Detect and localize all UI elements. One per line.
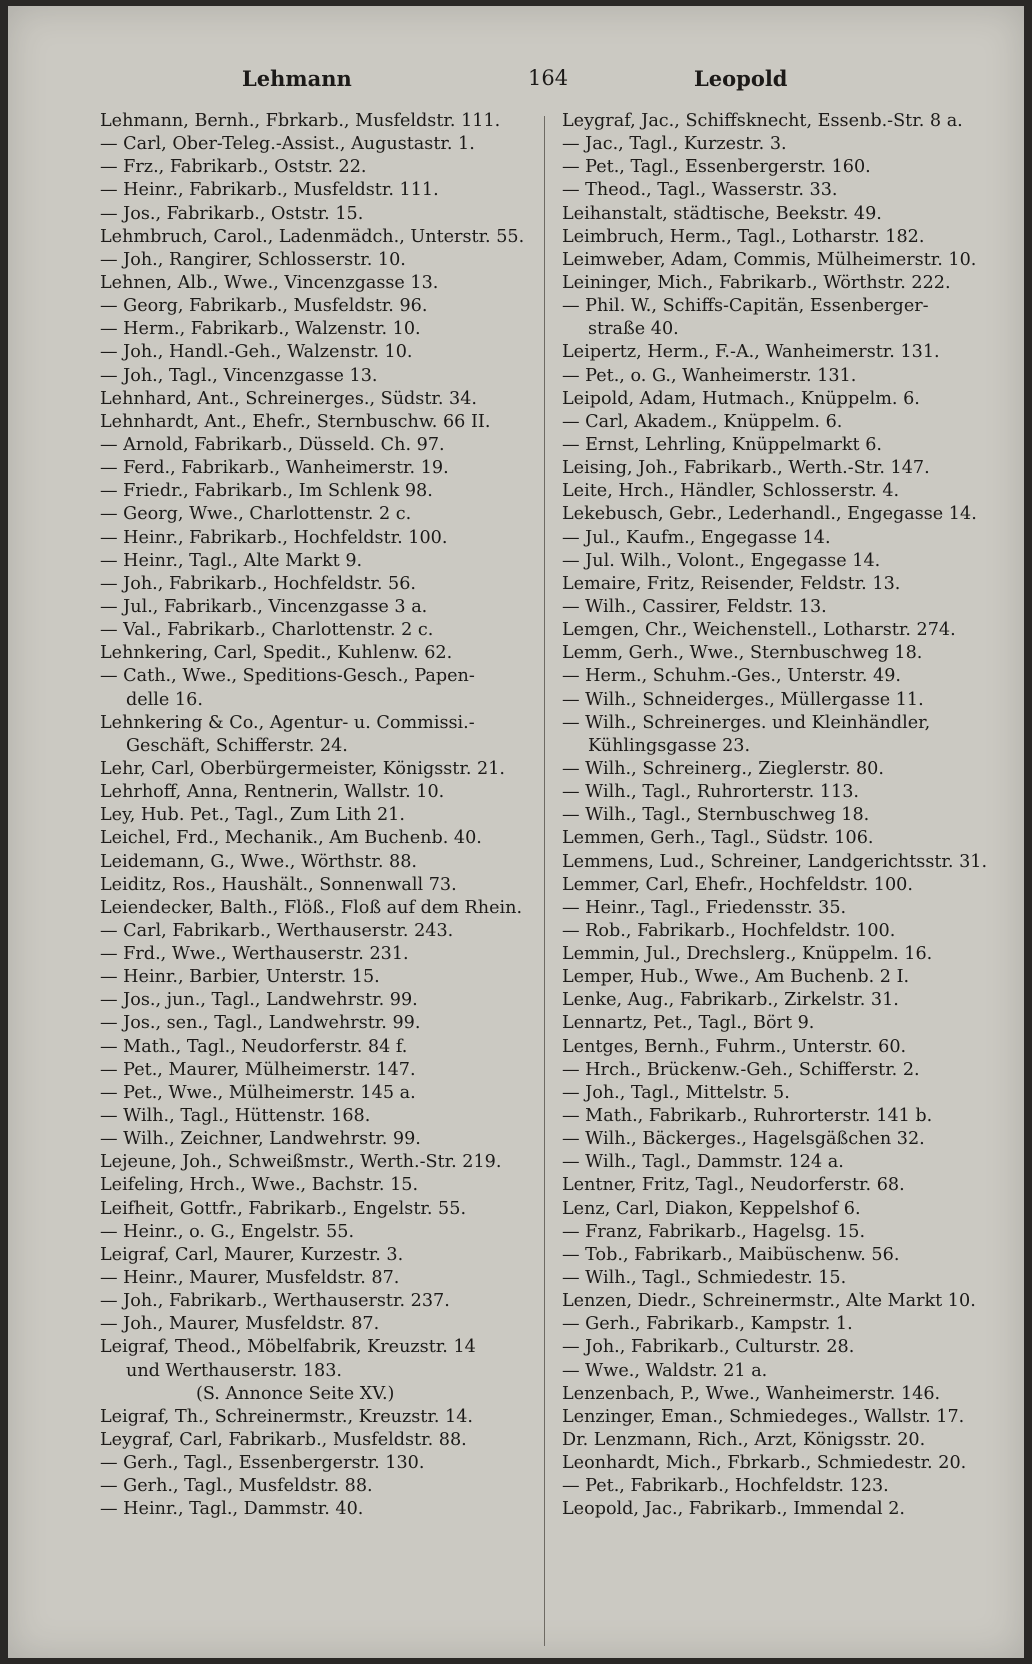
directory-entry-line: — Wilh., Tagl., Dammstr. 124 a. <box>562 1152 844 1173</box>
directory-entry-line: — Wilh., Zeichner, Landwehrstr. 99. <box>100 1129 421 1150</box>
directory-entry-line: — Carl, Akadem., Knüppelm. 6. <box>562 411 843 432</box>
directory-entry-line: Lemmin, Jul., Drechslerg., Knüppelm. 16. <box>562 944 933 965</box>
directory-entry-line: — Gerh., Tagl., Essenbergerstr. 130. <box>100 1453 425 1474</box>
directory-entry-line: — Jos., jun., Tagl., Landwehrstr. 99. <box>100 990 418 1011</box>
directory-entry-line: Leygraf, Carl, Fabrikarb., Musfeldstr. 88. <box>100 1430 467 1451</box>
directory-entry-line: Leiendecker, Balth., Flöß., Floß auf dem Rhein. <box>100 897 523 918</box>
directory-entry-line: Leininger, Mich., Fabrikarb., Wörthstr. 222. <box>562 272 951 293</box>
directory-entry-line: Lemmens, Lud., Schreiner, Landgerichtsstr. 31. <box>562 851 988 872</box>
directory-entry-line: — Pet., o. G., Wanheimerstr. 131. <box>562 365 857 386</box>
directory-entry-line: Leimbruch, Herm., Tagl., Lotharstr. 182. <box>562 226 925 247</box>
directory-entry-line: — Rob., Fabrikarb., Hochfeldstr. 100. <box>562 920 896 941</box>
directory-entry-line: — Pet., Fabrikarb., Hochfeldstr. 123. <box>562 1476 889 1497</box>
directory-entry-line: — Joh., Fabrikarb., Culturstr. 28. <box>562 1337 855 1358</box>
directory-entry-line: Leifeling, Hrch., Wwe., Bachstr. 15. <box>100 1175 419 1196</box>
directory-entry-line: Leichel, Frd., Mechanik., Am Buchenb. 40. <box>100 828 482 849</box>
directory-entry-line: — Heinr., Maurer, Musfeldstr. 87. <box>100 1268 400 1289</box>
directory-entry-line: — Wwe., Waldstr. 21 a. <box>562 1360 768 1381</box>
left-column <box>100 110 530 1650</box>
directory-entry-line: Lekebusch, Gebr., Lederhandl., Engegasse 14. <box>562 504 977 525</box>
directory-entry-line: Lenzen, Diedr., Schreinermstr., Alte Markt 10. <box>562 1291 976 1312</box>
directory-entry-line: — Jac., Tagl., Kurzestr. 3. <box>562 134 787 155</box>
directory-entry-line: Lehnen, Alb., Wwe., Vincenzgasse 13. <box>100 272 439 293</box>
header-right-word: Leopold <box>694 66 788 91</box>
directory-page <box>8 6 1024 1658</box>
directory-entry-line: Lennartz, Pet., Tagl., Bört 9. <box>562 1013 815 1034</box>
directory-entry-line: — Hrch., Brückenw.-Geh., Schifferstr. 2. <box>562 1059 920 1080</box>
directory-entry-line: Lentner, Fritz, Tagl., Neudorferstr. 68. <box>562 1175 905 1196</box>
directory-entry-line: Lenzinger, Eman., Schmiedeges., Wallstr. 17. <box>562 1406 965 1427</box>
directory-entry-line: Lehnkering & Co., Agentur- u. Commissi.- <box>100 712 475 733</box>
directory-entry-line: Lehnkering, Carl, Spedit., Kuhlenw. 62. <box>100 643 453 664</box>
directory-entry-line: Lemgen, Chr., Weichenstell., Lotharstr. 274. <box>562 620 956 641</box>
directory-entry-line: Lenke, Aug., Fabrikarb., Zirkelstr. 31. <box>562 990 899 1011</box>
directory-entry-line: — Jul., Fabrikarb., Vincenzgasse 3 a. <box>100 596 428 617</box>
directory-entry-line: Dr. Lenzmann, Rich., Arzt, Königsstr. 20. <box>562 1430 926 1451</box>
directory-entry-line: Lehr, Carl, Oberbürgermeister, Königsstr. 21. <box>100 758 506 779</box>
directory-entry-line: — Joh., Fabrikarb., Hochfeldstr. 56. <box>100 573 417 594</box>
directory-entry-line: — Joh., Tagl., Mittelstr. 5. <box>562 1082 790 1103</box>
directory-entry-line: — Gerh., Fabrikarb., Kampstr. 1. <box>562 1314 853 1335</box>
directory-entry-line: — Heinr., Tagl., Alte Markt 9. <box>100 550 363 571</box>
directory-entry-line: Kühlingsgasse 23. <box>588 735 751 756</box>
directory-entry-line: — Wilh., Tagl., Schmiedestr. 15. <box>562 1268 847 1289</box>
directory-entry-line: — Wilh., Schreinerges. und Kleinhändler, <box>562 712 931 733</box>
directory-entry-line: Leite, Hrch., Händler, Schlosserstr. 4. <box>562 481 900 502</box>
directory-entry-line: — Heinr., Barbier, Unterstr. 15. <box>100 967 380 988</box>
directory-entry-line: — Wilh., Cassirer, Feldstr. 13. <box>562 596 827 617</box>
directory-entry-line: — Georg, Wwe., Charlottenstr. 2 c. <box>100 504 412 525</box>
directory-entry-line: — Heinr., o. G., Engelstr. 55. <box>100 1221 355 1242</box>
directory-entry-line: — Pet., Wwe., Mülheimerstr. 145 a. <box>100 1082 416 1103</box>
directory-entry-line: — Joh., Rangirer, Schlosserstr. 10. <box>100 249 406 270</box>
directory-entry-line: — Joh., Fabrikarb., Werthauserstr. 237. <box>100 1291 450 1312</box>
directory-entry-line: Lenz, Carl, Diakon, Keppelshof 6. <box>562 1198 861 1219</box>
directory-entry-line: Lemmer, Carl, Ehefr., Hochfeldstr. 100. <box>562 874 913 895</box>
directory-entry-line: — Frd., Wwe., Werthauserstr. 231. <box>100 944 409 965</box>
directory-entry-line: — Wilh., Schneiderges., Müllergasse 11. <box>562 689 924 710</box>
header-left-word: Lehmann <box>242 66 352 91</box>
directory-entry-line: Leigraf, Theod., Möbelfabrik, Kreuzstr. 14 <box>100 1337 476 1358</box>
directory-entry-line: Leipold, Adam, Hutmach., Knüppelm. 6. <box>562 388 920 409</box>
page-header <box>8 66 1024 96</box>
directory-entry-line: (S. Annonce Seite XV.) <box>196 1383 395 1404</box>
directory-entry-line: Lemper, Hub., Wwe., Am Buchenb. 2 I. <box>562 967 910 988</box>
directory-entry-line: Lehrhoff, Anna, Rentnerin, Wallstr. 10. <box>100 782 445 803</box>
directory-entry-line: — Math., Fabrikarb., Ruhrorterstr. 141 b. <box>562 1106 933 1127</box>
directory-entry-line: — Heinr., Tagl., Friedensstr. 35. <box>562 897 847 918</box>
directory-entry-line: — Pet., Maurer, Mülheimerstr. 147. <box>100 1059 416 1080</box>
directory-entry-line: und Werthauserstr. 183. <box>126 1360 342 1381</box>
directory-entry-line: delle 16. <box>126 689 203 710</box>
right-column <box>562 110 1008 1650</box>
directory-entry-line: — Herm., Fabrikarb., Walzenstr. 10. <box>100 319 421 340</box>
directory-entry-line: — Ferd., Fabrikarb., Wanheimerstr. 19. <box>100 458 449 479</box>
directory-entry-line: Leonhardt, Mich., Fbrkarb., Schmiedestr. 20. <box>562 1453 967 1474</box>
directory-entry-line: — Wilh., Tagl., Sternbuschweg 18. <box>562 805 870 826</box>
directory-entry-line: — Heinr., Tagl., Dammstr. 40. <box>100 1499 364 1520</box>
directory-entry-line: — Gerh., Tagl., Musfeldstr. 88. <box>100 1476 373 1497</box>
column-divider <box>544 116 545 1646</box>
directory-entry-line: — Carl, Fabrikarb., Werthauserstr. 243. <box>100 920 454 941</box>
directory-entry-line: — Wilh., Tagl., Ruhrorterstr. 113. <box>562 782 859 803</box>
directory-entry-line: — Franz, Fabrikarb., Hagelsg. 15. <box>562 1221 866 1242</box>
directory-entry-line: Leygraf, Jac., Schiffsknecht, Essenb.-Str. 8 a. <box>562 111 963 131</box>
directory-entry-line: Geschäft, Schifferstr. 24. <box>126 735 348 756</box>
directory-entry-line: Lemmen, Gerh., Tagl., Südstr. 106. <box>562 828 874 849</box>
directory-entry-line: Lemaire, Fritz, Reisender, Feldstr. 13. <box>562 573 901 594</box>
directory-entry-line: Lehmbruch, Carol., Ladenmädch., Unterstr. 55. <box>100 226 525 247</box>
directory-entry-line: — Pet., Tagl., Essenbergerstr. 160. <box>562 157 871 178</box>
directory-entry-line: — Joh., Tagl., Vincenzgasse 13. <box>100 365 378 386</box>
directory-entry-line: Lehnhardt, Ant., Ehefr., Sternbuschw. 66 II. <box>100 411 491 432</box>
directory-entry-line: — Joh., Handl.-Geh., Walzenstr. 10. <box>100 342 413 363</box>
directory-entry-line: — Math., Tagl., Neudorferstr. 84 f. <box>100 1036 408 1057</box>
directory-entry-line: — Wilh., Tagl., Hüttenstr. 168. <box>100 1106 371 1127</box>
directory-entry-line: — Jul., Kaufm., Engegasse 14. <box>562 527 831 548</box>
directory-entry-line: Leopold, Jac., Fabrikarb., Immendal 2. <box>562 1499 906 1520</box>
directory-entry-line: Lentges, Bernh., Fuhrm., Unterstr. 60. <box>562 1036 907 1057</box>
directory-entry-line: — Joh., Maurer, Musfeldstr. 87. <box>100 1314 380 1335</box>
directory-entry-line: Lemm, Gerh., Wwe., Sternbuschweg 18. <box>562 643 923 664</box>
directory-entry-line: Leihanstalt, städtische, Beekstr. 49. <box>562 203 882 224</box>
directory-entry-line: Lehnhard, Ant., Schreinerges., Südstr. 34. <box>100 388 478 409</box>
directory-entry-line: — Carl, Ober-Teleg.-Assist., Augustastr. 1. <box>100 134 475 155</box>
directory-entry-line: Lejeune, Joh., Schweißmstr., Werth.-Str. 219. <box>100 1152 502 1173</box>
page-number: 164 <box>528 66 569 90</box>
directory-entry-line: — Jul. Wilh., Volont., Engegasse 14. <box>562 550 881 571</box>
directory-entry-line: Leipertz, Herm., F.-A., Wanheimerstr. 131. <box>562 342 940 363</box>
directory-entry-line: Leiditz, Ros., Haushält., Sonnenwall 73. <box>100 874 457 895</box>
directory-entry-line: Ley, Hub. Pet., Tagl., Zum Lith 21. <box>100 805 405 826</box>
directory-entry-line: — Heinr., Fabrikarb., Hochfeldstr. 100. <box>100 527 448 548</box>
directory-entry-line: — Jos., Fabrikarb., Oststr. 15. <box>100 203 364 224</box>
directory-entry-line: — Arnold, Fabrikarb., Düsseld. Ch. 97. <box>100 434 445 455</box>
directory-entry-line: — Cath., Wwe., Speditions-Gesch., Papen- <box>100 666 475 687</box>
directory-entry-line: — Herm., Schuhm.-Ges., Unterstr. 49. <box>562 666 901 687</box>
directory-entry-line: — Georg, Fabrikarb., Musfeldstr. 96. <box>100 296 428 317</box>
directory-entry-line: Leigraf, Th., Schreinermstr., Kreuzstr. 14. <box>100 1406 473 1427</box>
directory-entry-line: — Tob., Fabrikarb., Maibüschenw. 56. <box>562 1244 900 1265</box>
directory-entry-line: — Friedr., Fabrikarb., Im Schlenk 98. <box>100 481 433 502</box>
directory-entry-line: straße 40. <box>588 319 679 340</box>
directory-entry-line: — Phil. W., Schiffs-Capitän, Essenberger- <box>562 296 929 317</box>
directory-entry-line: — Ernst, Lehrling, Knüppelmarkt 6. <box>562 434 882 455</box>
directory-entry-line: — Theod., Tagl., Wasserstr. 33. <box>562 180 838 201</box>
directory-entry-line: — Val., Fabrikarb., Charlottenstr. 2 c. <box>100 620 434 641</box>
directory-entry-line: — Heinr., Fabrikarb., Musfeldstr. 111. <box>100 180 439 201</box>
directory-entry-line: — Wilh., Schreinerg., Zieglerstr. 80. <box>562 758 884 779</box>
directory-entry-line: — Frz., Fabrikarb., Oststr. 22. <box>100 157 367 178</box>
directory-entry-line: Leifheit, Gottfr., Fabrikarb., Engelstr. 55. <box>100 1198 467 1219</box>
directory-entry-line: — Jos., sen., Tagl., Landwehrstr. 99. <box>100 1013 421 1034</box>
directory-entry-line: Lehmann, Bernh., Fbrkarb., Musfeldstr. 111. <box>100 111 501 131</box>
directory-entry-line: Leimweber, Adam, Commis, Mülheimerstr. 10. <box>562 249 977 270</box>
directory-entry-line: — Wilh., Bäckerges., Hagelsgäßchen 32. <box>562 1129 925 1150</box>
directory-entry-line: Leising, Joh., Fabrikarb., Werth.-Str. 147. <box>562 458 930 479</box>
directory-entry-line: Leigraf, Carl, Maurer, Kurzestr. 3. <box>100 1244 404 1265</box>
directory-entry-line: Leidemann, G., Wwe., Wörthstr. 88. <box>100 851 417 872</box>
directory-entry-line: Lenzenbach, P., Wwe., Wanheimerstr. 146. <box>562 1383 941 1404</box>
